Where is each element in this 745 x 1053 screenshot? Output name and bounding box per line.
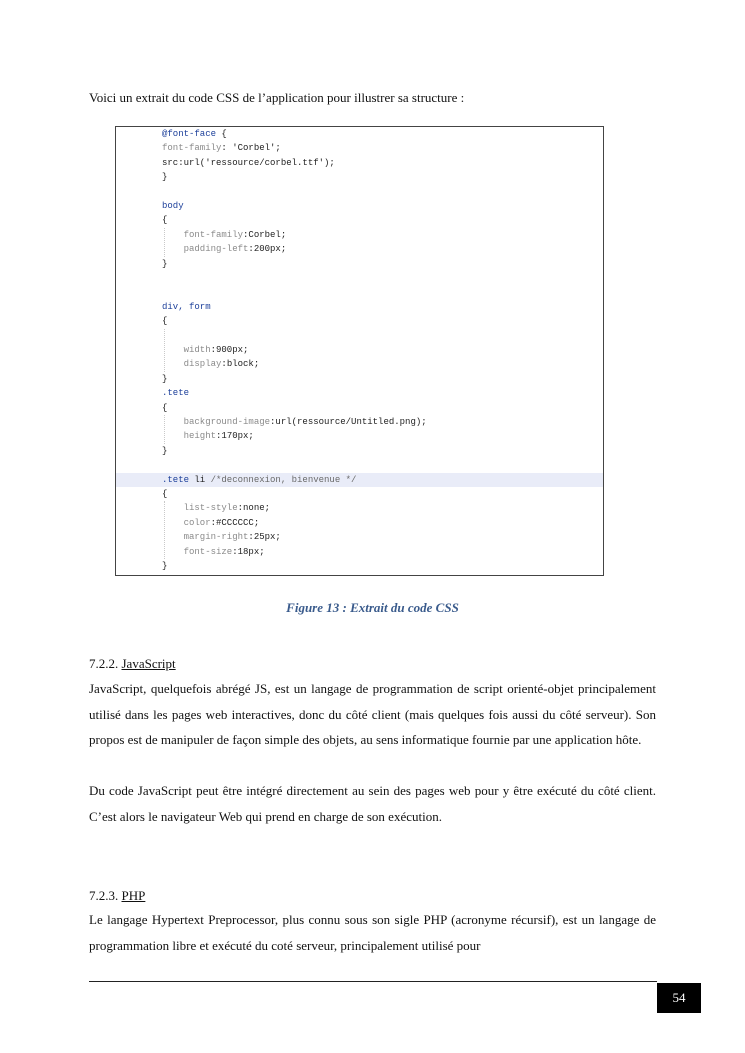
code-line bbox=[116, 501, 603, 515]
indent-guide bbox=[164, 329, 165, 372]
code-token: :none; bbox=[237, 503, 271, 514]
code-token: :#CCCCCC; bbox=[210, 517, 260, 528]
code-line bbox=[116, 357, 603, 371]
code-line-text bbox=[162, 501, 270, 515]
code-token: } bbox=[162, 561, 168, 571]
code-token: font-family bbox=[162, 143, 222, 154]
code-line bbox=[116, 401, 603, 415]
code-line-text bbox=[162, 170, 167, 184]
code-token: { bbox=[162, 316, 168, 327]
paragraph: JavaScript, quelquefois abrégé JS, est un langage de programmation de script orienté-objet principalement utilisé dans les pages web interactives, donc du côté client (mais quelques fois aussi du côté serveur). Son propos est de manipuler de façon simple des objets, au sens informatique fournie par une application hôte. bbox=[89, 681, 656, 747]
code-line bbox=[116, 170, 603, 184]
code-line bbox=[116, 141, 603, 155]
code-line bbox=[116, 300, 603, 314]
code-token: { bbox=[162, 402, 168, 413]
code-line bbox=[116, 473, 603, 487]
figure-caption: Figure 13 : Extrait du code CSS bbox=[286, 600, 459, 615]
code-token: background-image bbox=[162, 417, 271, 427]
code-line bbox=[116, 271, 603, 285]
code-token: src:url('ressource/corbel.ttf'); bbox=[162, 157, 335, 168]
code-line bbox=[116, 530, 603, 544]
code-token: width bbox=[162, 345, 211, 355]
code-token: /*deconnexion, bienvenue */ bbox=[210, 474, 357, 485]
section-title: JavaScript bbox=[121, 656, 176, 671]
code-line bbox=[116, 458, 603, 472]
code-token: height bbox=[162, 431, 217, 442]
code-line bbox=[116, 185, 603, 199]
code-line bbox=[116, 156, 603, 170]
code-token: : 'Corbel'; bbox=[221, 143, 281, 154]
code-line bbox=[116, 257, 603, 271]
code-line bbox=[116, 329, 603, 343]
code-line bbox=[116, 199, 603, 213]
code-line bbox=[116, 127, 603, 141]
code-token: :18px; bbox=[232, 546, 265, 557]
footer-divider bbox=[89, 981, 657, 982]
css-code-screenshot bbox=[115, 126, 604, 576]
paragraph: Du code JavaScript peut être intégré directement au sein des pages web pour y être exécuté du côté client. C’est alors le navigateur Web qui prend en charge de son exécution. bbox=[89, 783, 656, 824]
code-line-text bbox=[162, 559, 167, 573]
indent-guide bbox=[164, 415, 165, 444]
code-line-text bbox=[162, 156, 335, 170]
code-line-text bbox=[162, 401, 167, 415]
code-line bbox=[116, 343, 603, 357]
code-line-text bbox=[162, 415, 427, 429]
section-number: 7.2.3. bbox=[89, 888, 122, 903]
code-token: :block; bbox=[221, 359, 260, 370]
code-token: { bbox=[162, 215, 168, 226]
section-number: 7.2.2. bbox=[89, 656, 122, 671]
code-line-text bbox=[162, 429, 254, 443]
paragraph: Le langage Hypertext Preprocessor, plus connu sous son sigle PHP (acronyme récursif), est un langage de programmation libre et exécuté du coté serveur, principalement utilisé pour bbox=[89, 912, 656, 953]
code-token: padding-left bbox=[162, 244, 249, 255]
indent-guide bbox=[164, 228, 165, 257]
code-token: body bbox=[162, 201, 184, 211]
code-line-text bbox=[162, 372, 167, 386]
code-token: margin-right bbox=[162, 532, 249, 543]
code-line-text bbox=[162, 127, 227, 141]
code-line-text bbox=[162, 487, 167, 501]
code-token: div, form bbox=[162, 301, 211, 312]
code-line bbox=[116, 487, 603, 501]
code-line-text bbox=[162, 213, 167, 227]
code-line-text bbox=[162, 199, 184, 213]
code-line bbox=[116, 372, 603, 386]
indent-guide bbox=[164, 501, 165, 559]
code-token: { bbox=[216, 129, 227, 139]
code-line-text bbox=[162, 242, 286, 256]
code-token: :Corbel; bbox=[243, 229, 287, 240]
code-line bbox=[116, 314, 603, 328]
section-heading-javascript bbox=[89, 656, 176, 672]
code-line-text bbox=[162, 228, 286, 242]
code-token: :900px; bbox=[210, 345, 249, 355]
code-token: @font-face bbox=[162, 129, 217, 139]
code-token: color bbox=[162, 517, 211, 528]
code-token: .tete bbox=[162, 388, 190, 399]
code-line-text bbox=[162, 530, 281, 544]
intro-text: Voici un extrait du code CSS de l’application pour illustrer sa structure : bbox=[89, 90, 465, 105]
code-token: :25px; bbox=[248, 532, 281, 543]
code-line bbox=[116, 242, 603, 256]
code-token: font-family bbox=[162, 229, 244, 240]
code-token: font-size bbox=[162, 546, 233, 557]
code-line-text bbox=[162, 343, 248, 357]
code-line bbox=[116, 559, 603, 573]
code-line bbox=[116, 444, 603, 458]
code-line bbox=[116, 415, 603, 429]
code-token: } bbox=[162, 373, 168, 384]
code-line bbox=[116, 285, 603, 299]
code-token: display bbox=[162, 359, 222, 370]
code-line-text bbox=[162, 257, 167, 271]
code-line-text bbox=[162, 300, 211, 314]
code-line bbox=[116, 213, 603, 227]
code-line-text bbox=[162, 473, 356, 487]
code-line bbox=[116, 545, 603, 559]
code-token: .tete bbox=[162, 474, 195, 485]
code-token: list-style bbox=[162, 503, 238, 514]
code-line bbox=[116, 516, 603, 530]
code-line-text bbox=[162, 545, 265, 559]
code-line-text bbox=[162, 444, 167, 458]
code-line-text bbox=[162, 314, 167, 328]
code-token: :170px; bbox=[216, 431, 254, 442]
code-token: li bbox=[194, 474, 211, 485]
code-line-text bbox=[162, 386, 189, 400]
code-token: :url(ressource/Untitled.png); bbox=[270, 417, 427, 427]
section-title: PHP bbox=[121, 888, 146, 903]
code-line-text bbox=[162, 516, 259, 530]
code-token: { bbox=[162, 489, 168, 499]
code-token: } bbox=[162, 172, 168, 183]
section-heading-php bbox=[89, 888, 145, 904]
code-line bbox=[116, 429, 603, 443]
code-line-text bbox=[162, 357, 259, 371]
code-token: } bbox=[162, 258, 168, 269]
page-number: 54 bbox=[657, 983, 701, 1013]
code-line bbox=[116, 228, 603, 242]
code-line-text bbox=[162, 141, 281, 155]
code-token: } bbox=[162, 445, 168, 456]
code-token: :200px; bbox=[248, 244, 287, 255]
code-line bbox=[116, 386, 603, 400]
